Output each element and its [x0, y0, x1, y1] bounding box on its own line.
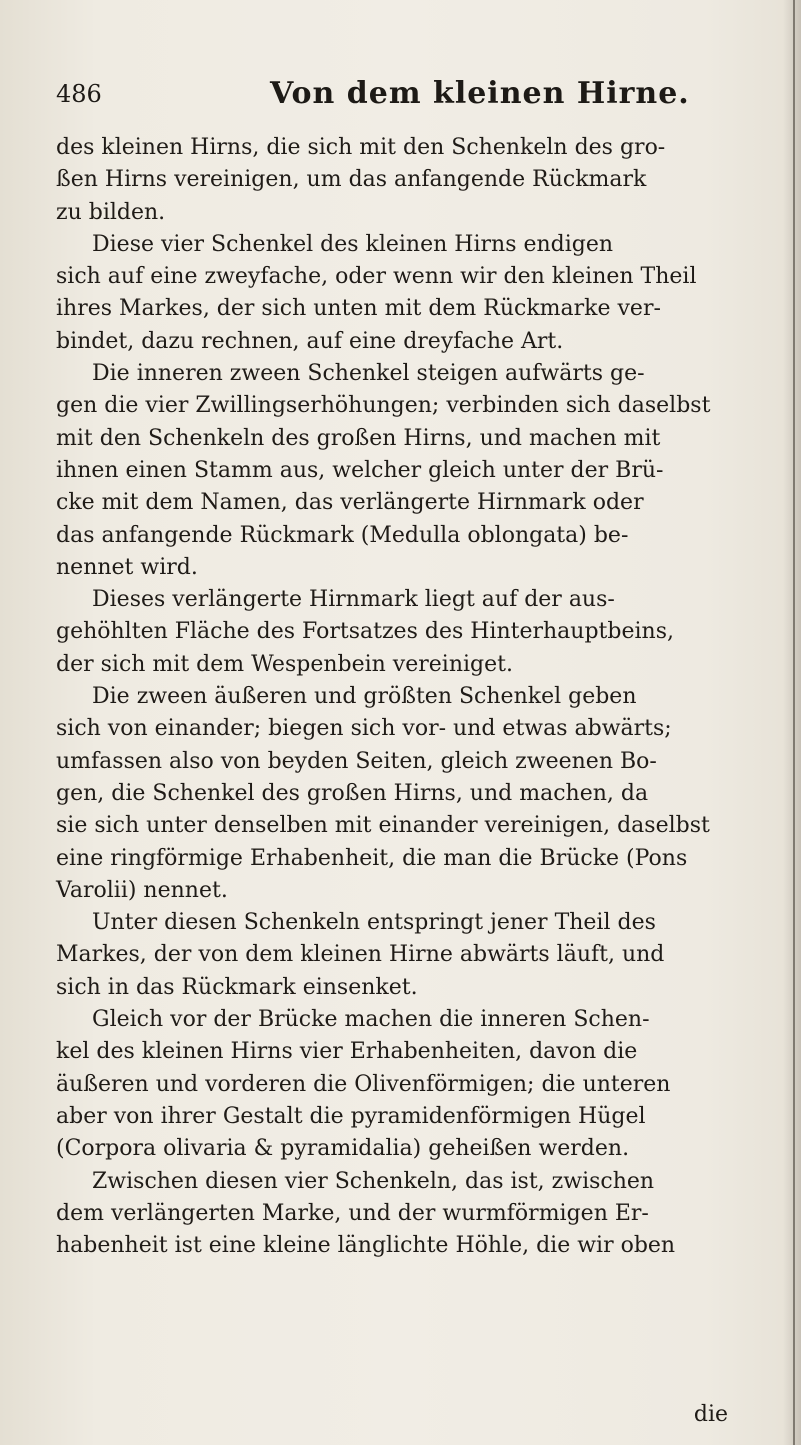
page-edge-shadow — [783, 0, 801, 1445]
text-line: Unter diesen Schenkeln entspringt jener Theil des — [92, 910, 656, 936]
text-line: äußeren und vorderen die Olivenförmigen; die unteren — [56, 1071, 671, 1097]
text-line: Markes, der von dem kleinen Hirne abwärts läuft, und — [56, 942, 665, 968]
text-line: Die zween äußeren und größten Schenkel geben — [92, 684, 637, 710]
text-line: ihnen einen Stamm aus, welcher gleich unter der Brü- — [56, 457, 664, 483]
page-edge-line — [793, 0, 795, 1445]
text-line: Gleich vor der Brücke machen die inneren Schen- — [92, 1007, 650, 1033]
body-text — [56, 132, 752, 1262]
text-line: gen die vier Zwillingserhöhungen; verbinden sich daselbst — [56, 393, 711, 419]
text-line: das anfangende Rückmark (Medulla oblongata) be- — [56, 522, 629, 548]
text-line: mit den Schenkeln des großen Hirns, und machen mit — [56, 425, 661, 451]
text-line: habenheit ist eine kleine länglichte Höhle, die wir oben — [56, 1233, 676, 1259]
text-line: Dieses verlängerte Hirnmark liegt auf der aus- — [92, 587, 615, 613]
text-line: Varolii) nennet. — [56, 877, 228, 903]
page-number: 486 — [56, 80, 102, 108]
text-line: aber von ihrer Gestalt die pyramidenförmigen Hügel — [56, 1103, 646, 1129]
text-line: Die inneren zween Schenkel steigen aufwärts ge- — [92, 361, 645, 387]
text-line: gehöhlten Fläche des Fortsatzes des Hinterhauptbeins, — [56, 619, 674, 645]
catchword-row — [56, 1402, 752, 1436]
text-line: kel des kleinen Hirns vier Erhabenheiten, davon die — [56, 1039, 638, 1065]
text-line: cke mit dem Namen, das verlängerte Hirnmark oder — [56, 490, 644, 516]
text-line: nennet wird. — [56, 554, 198, 580]
text-line: gen, die Schenkel des großen Hirns, und machen, da — [56, 780, 649, 806]
running-head: Von dem kleinen Hirne. — [270, 76, 690, 111]
text-line: ßen Hirns vereinigen, um das anfangende Rückmark — [56, 167, 647, 193]
text-line: zu bilden. — [56, 199, 166, 225]
text-line: sich von einander; biegen sich vor- und etwas abwärts; — [56, 716, 672, 742]
catchword: die — [693, 1402, 728, 1427]
text-line: sie sich unter denselben mit einander vereinigen, daselbst — [56, 813, 710, 839]
text-line: bindet, dazu rechnen, auf eine dreyfache Art. — [56, 328, 564, 354]
text-line: ihres Markes, der sich unten mit dem Rückmarke ver- — [56, 296, 661, 322]
text-line: Zwischen diesen vier Schenkeln, das ist, zwischen — [92, 1168, 655, 1194]
page-header — [56, 76, 756, 116]
text-line: sich auf eine zweyfache, oder wenn wir den kleinen Theil — [56, 264, 697, 290]
text-line: der sich mit dem Wespenbein vereiniget. — [56, 651, 513, 677]
text-line: eine ringförmige Erhabenheit, die man die Brücke (Pons — [56, 845, 688, 871]
text-line: des kleinen Hirns, die sich mit den Schenkeln des gro- — [56, 135, 666, 160]
text-line: dem verlängerten Marke, und der wurmförmigen Er- — [56, 1200, 649, 1226]
text-line: sich in das Rückmark einsenket. — [56, 974, 418, 1000]
text-line: umfassen also von beyden Seiten, gleich zweenen Bo- — [56, 748, 657, 774]
text-line: (Corpora olivaria & pyramidalia) geheißen werden. — [56, 1136, 630, 1162]
text-line: Diese vier Schenkel des kleinen Hirns endigen — [92, 231, 614, 257]
